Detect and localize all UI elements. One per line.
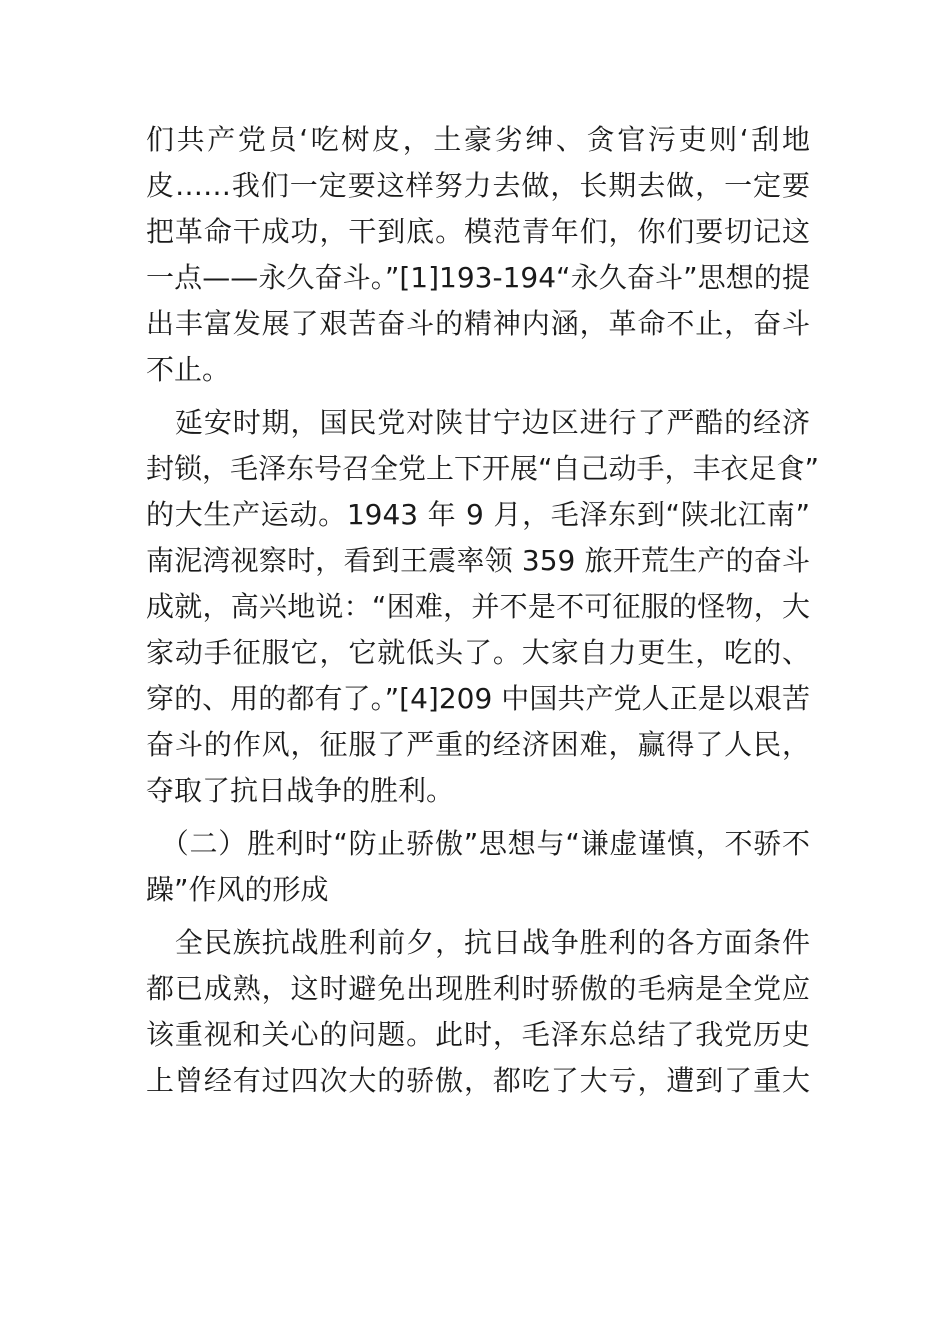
text-line: 不止。 (146, 353, 231, 386)
text-line: 夺取了抗日战争的胜利。 (146, 774, 455, 807)
section-heading (146, 821, 810, 913)
text-line: 穿的、用的都有了。”[4]209 中国共产党人正是以艰苦 (146, 682, 810, 715)
text-line: 家动手征服它，它就低头了。大家自力更生，吃的、 (146, 636, 810, 669)
text-line: 成就，高兴地说：“困难，并不是不可征服的怪物，大 (146, 590, 810, 623)
text-line: 上曾经有过四次大的骄傲，都吃了大亏，遭到了重大 (146, 1064, 810, 1097)
text-line: 封锁，毛泽东号召全党上下开展“自己动手，丰衣足食” (146, 452, 820, 485)
text-line: 出丰富发展了艰苦奋斗的精神内涵，革命不止，奋斗 (146, 307, 810, 340)
text-line: 的大生产运动。1943 年 9 月，毛泽东到“陕北江南” (146, 498, 810, 531)
text-line: 都已成熟，这时避免出现胜利时骄傲的毛病是全党应 (146, 972, 810, 1005)
text-line: 把革命干成功，干到底。模范青年们，你们要切记这 (146, 215, 810, 248)
heading-line: 躁”作风的形成 (146, 873, 329, 906)
paragraph-3 (146, 920, 810, 1104)
text-line: 南泥湾视察时，看到王震率领 359 旅开荒生产的奋斗 (146, 544, 810, 577)
heading-line: （二）胜利时“防止骄傲”思想与“谦虚谨慎，不骄不 (146, 827, 810, 860)
text-line: 该重视和关心的问题。此时，毛泽东总结了我党历史 (146, 1018, 810, 1051)
text-line: 延安时期，国民党对陕甘宁边区进行了严酷的经济 (146, 406, 810, 439)
text-line: 们共产党员‘吃树皮，土豪劣绅、贪官污吏则‘刮地 (146, 123, 810, 156)
text-line: 一点——永久奋斗。”[1]193-194“永久奋斗”思想的提 (146, 261, 810, 294)
text-line: 皮……我们一定要这样努力去做，长期去做，一定要 (146, 169, 810, 202)
paragraph-1 (146, 117, 810, 393)
paragraph-2 (146, 400, 820, 814)
text-line: 全民族抗战胜利前夕，抗日战争胜利的各方面条件 (146, 926, 810, 959)
text-line: 奋斗的作风，征服了严重的经济困难，赢得了人民， (146, 728, 810, 761)
